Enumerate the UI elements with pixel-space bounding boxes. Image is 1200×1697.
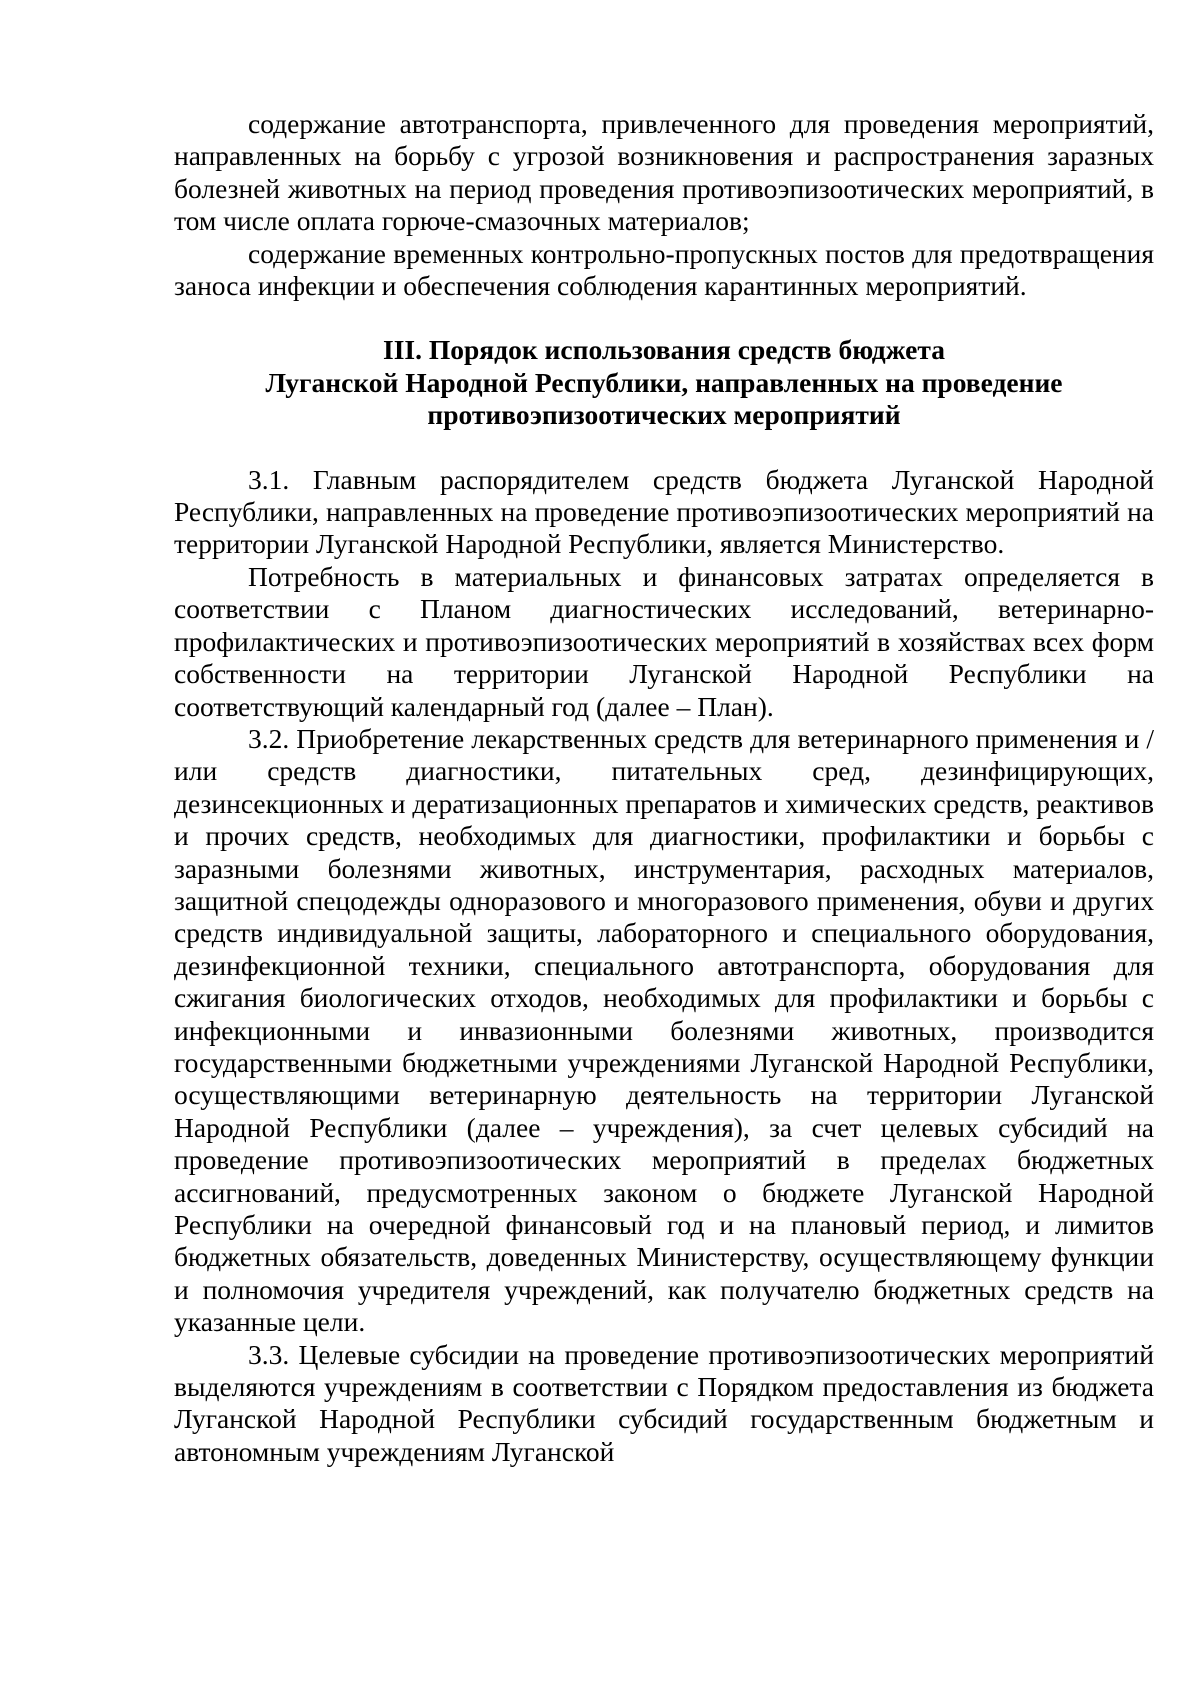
paragraph-transport: содержание автотранспорта, привлеченного для проведения мероприятий, направленных на борьбу с угрозой возникновения и распространения заразных болезней животных на период проведения противоэпизоотических мероприятий, в том числе оплата горюче-смазочных материалов; [174, 108, 1154, 237]
section-heading-line-3: противоэпизоотических мероприятий [427, 399, 901, 431]
paragraph-3-2: 3.2. Приобретение лекарственных средств для ветеринарного применения и / или средств диагностики, питательных сред, дезинфицирующих, дезинсекционных и дератизационных препаратов и химических средств, реактивов и прочих средств, необходимых для диагностики, профилактики и борьбы с заразными болезнями животных, инструментария, расходных материалов, защитной спецодежды одноразового и многоразового применения, обуви и других средств индивидуальной защиты, лабораторного и специального оборудования, дезинфекционной техники, специального автотранспорта, оборудования для сжигания биологических отходов, необходимых для профилактики и борьбы с инфекционными и инвазионными болезнями животных, производится государственными бюджетными учреждениями Луганской Народной Республики, осуществляющими ветеринарную деятельность на территории Луганской Народной Республики (далее – учреждения), за счет целевых субсидий на проведение противоэпизоотических мероприятий в пределах бюджетных ассигнований, предусмотренных законом о бюджете Луганской Народной Республики на очередной финансовый год и на плановый период, и лимитов бюджетных обязательств, доведенных Министерству, осуществляющему функции и полномочия учредителя учреждений, как получателю бюджетных средств на указанные цели. [174, 722, 1154, 1338]
section-heading [174, 334, 1154, 431]
section-heading-line-2: Луганской Народной Республики, направленных на проведение [265, 366, 1063, 398]
document-page [174, 108, 1154, 1468]
paragraph-3-3: 3.3. Целевые субсидии на проведение противоэпизоотических мероприятий выделяются учреждениям в соответствии с Порядком предоставления из бюджета Луганской Народной Республики субсидий государственным бюджетным и автономным учреждениям Луганской [174, 1338, 1154, 1467]
paragraph-needs: Потребность в материальных и финансовых затратах определяется в соответствии с Планом диагностических исследований, ветеринарно-профилактических и противоэпизоотических мероприятий в хозяйствах всех форм собственности на территории Луганской Народной Республики на соответствующий календарный год (далее – План). [174, 560, 1154, 722]
paragraph-3-1: 3.1. Главным распорядителем средств бюджета Луганской Народной Республики, направленных на проведение противоэпизоотических мероприятий на территории Луганской Народной Республики, является Министерство. [174, 463, 1154, 560]
section-heading-line-1: III. Порядок использования средств бюджета [383, 334, 945, 366]
paragraph-checkpoints: содержание временных контрольно-пропускных постов для предотвращения заноса инфекции и обеспечения соблюдения карантинных мероприятий. [174, 237, 1154, 302]
